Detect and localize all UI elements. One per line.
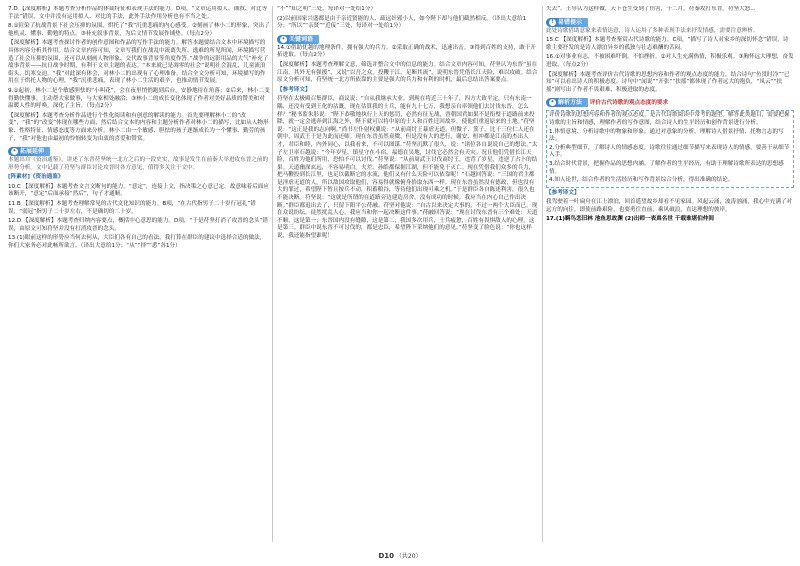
- answer-13-2: (2)以前国家兴盛都是由于亲近贤能的人、疏远奸邪小人，如今陛下却与他们截然相反。（译出大意给1分；“所以”“亲贤”“近侫”三处，每译对一处给1分）: [277, 15, 527, 30]
- answer-item-12: 12.D 【深度解析】本题考查归纳内容要点，概括中心意思的能力。D项，“于是苻坚打消了攻晋的念头”错误，由原文可知苻坚并没有打消攻晋的念头。: [8, 218, 269, 232]
- answer-item-14: 14.①借助优越的地理条件，拥有强大的兵力。②采取正确的战术，迅速出击。③得到百姓的支持，敢于开拓进取。（每点2分）: [277, 44, 536, 59]
- analysis-8: 【深度解析】本题考查探讨作者的创作意图和作品的写作手法的能力。解答本题要结合文本中环境描写的具体内容分析其作用。结合文章内容可知，文章写我们在战乱中流离失所、逃难的所见所闻，环境描写营造了社会压抑的氛围，还可以从刻画人物形象、交代故事背景等角度作答。”战争的远影用品的大气”补充了故事背景——抗日战争时期，有利于文章主题的表达。“本来就已是凋零的社会”说明社会混乱，儿童流浪街头，饥寒交迫，“我”对此深有体会，对林小二的出现有了心理准备。结合全文分析可知，环境描写的作用在于烘托人物的心理，“我”沉重悲痛，表现了林小二生活的艰辛，也推动情节发展。: [8, 40, 269, 85]
- error-tip: 此处诗歌借助意象来表情达意，诗人运用了多种表现手法来抒发情感，需要注意辨析。: [546, 27, 759, 34]
- answer-item-8: 8.①渲染了抗战背景下社会压抑的氛围，烘托了“我”沉重悲痛的内心感受。②刻画了林小二的形象，突出了他机灵、懂事、勤勉的特点。③补充叙事背景，为后文情节发展作铺垫。（每点2分）: [8, 23, 270, 37]
- method-step: 2.分析典型细节，了解诗人的情感态度。诗歌往往通过细节描写来表现诗人的情感，要善于从细节入手。: [549, 144, 790, 159]
- analysis-9: 【深度解析】本题考查分析作品进行个性化阅读和有创意的解读的能力。首先要理解林小二的“改变”，“我”的“改变”体现在哪些方面，然后结合文本的内容和主题分析作者对林小二的描写，比如从人物形象、性格特征、情感态度等方面来分析。林小二由一个敏感、胆怯的孩子逐渐成长为一个懂事、勤劳的孩子，“我”对他也由最初的怜悯转变为由衷的喜爱和赞赏。: [8, 112, 269, 142]
- method-banner: ✦ 解析方法: [546, 98, 588, 107]
- answer-item-17: 17.(1)羁鸟恋旧林 池鱼思故渊 (2)出师一表真名世 千载谁堪伯仲间: [546, 216, 715, 223]
- translation-cont: 失去”。王导认为这样做，天下苍生受到了伤害，十二月，苻秦攻打东晋。苻坚大怒...: [546, 6, 756, 12]
- answer-item-10: 10.C 【深度解析】本题考查文言文断句的能力。“意定”，连接上文，指决策之心意已定，故意味着后面应该断开，“意定”后面承接“然后”，句子才通顺。: [8, 183, 269, 198]
- key-icon: ✦: [281, 35, 286, 42]
- method-box: [546, 96, 794, 187]
- poem-translation: 我驾驶着一叶扁舟在江上漂泊，回首遥望故乡却看不见家园。风起云涌，波涛汹涌，我心中充满了对远方的向往。即使前路艰险，也要勇往直前，乘风破浪，直达理想的彼岸。: [546, 199, 793, 213]
- reference-translation-title: 【参考译文】: [277, 86, 311, 93]
- method-content: [546, 110, 794, 187]
- answer-item-9: 9.①起初，林小二是个敏感胆怯的“小叫花”，会在夜里悄悄跑到后台，安静地待在角落；②后来，林小二变得勤快懂事，主动帮大家做事，与大家相处融洽；③林小二的成长变化体现了作者对美好品质的赞美和对温暖人性的呼唤，深化了主旨。（每点2分）: [8, 87, 270, 110]
- bulb-icon: ✦: [12, 148, 17, 155]
- method-step: 3.结合时代背景，把握作品的思想内涵。了解作者的生平经历，有助于理解诗歌所表达的思想感情。: [549, 160, 784, 175]
- method-step: 4.知人论世，结合作者的生活经历和写作背景综合分析，得出准确的结论。: [549, 177, 734, 184]
- answer-item-15: 15.C 【深度解析】本题考查鉴赏古代诗歌的能力。C项，“描写了诗人对家乡的深切怀念”错误，诗歌主要抒发的是诗人漂泊异乡的孤独与壮志难酬的苦闷。: [546, 37, 789, 51]
- column-divider: [542, 6, 543, 542]
- page-number: D10: [378, 552, 394, 560]
- material-title: [阵素材]《资治通鉴》: [8, 174, 64, 181]
- column-right: [546, 6, 794, 546]
- column-divider: [272, 6, 273, 542]
- answer-13-cont: “不”“知之明”三处，每译对一处给1分）: [277, 6, 377, 12]
- analysis-14: 【深度解析】本题考查理解文意，筛选并整合文中的信息的能力。结合文章内容可知，苻坚认为东晋“虽在江南，其外无有强援”，又说“以吾之众，投鞭于江，足断其流”，说明东晋凭借长江天险，难以攻破。结合原文分析可知，苻坚统一北方所依靠的主要是强大的兵力和有利的时机，最后总结出答案要点。: [277, 61, 538, 84]
- column-left: [8, 6, 270, 546]
- extension-banner: ✦ 拓展延伸: [8, 147, 50, 156]
- answer-item-7: 7.D 【深度解析】本题考查分析作品的体裁特征和表现手法的能力。D项，“文章运用拟人、铺叙、对比等手法”错误，文中并没有运用拟人、对比的手法，此外手法作用分析也有不当之处。: [8, 6, 268, 20]
- reference-translation: 苻坚在太极殿召集群臣，商议说：“自从我继承大业，到现在将近三十年了，四方大致平定，只有东南一隅，还没有受到王化的沾溉。现在估算我的士兵，能有九十七万，我想亲自率领他们去讨伐东晋，怎么样？”秘书监朱肜说：“陛下恭敬地执行上天的惩罚，必然有征无战，晋朝国君如果不是衔璧于道路前来投降，就一定会逃奔到江海之外，陛下就可以将中原的士人和百姓迁回故乡，使他们重返原来的土地。”苻坚说：“这正是我的志向啊。”尚书左仆射权翼说：“从前商纣王暴虐无道，但微子、箕子、比干三位仁人还在朝中，周武王于是为此而还师。现在东晋虽然衰微，但是没有大的恶行，谢安、桓冲都是江南的杰出人才，君臣和睦，内外同心，以我看来，不可以图谋。”苻坚沉默了很久，说：“诸位各自说说自己的想法。”太子左卫率石越说：“今年岁星、镇星守在斗宿，福德在吴地，讨伐它必然会有天灾。况且他们凭借长江天险，百姓为他们所用，恐怕不可以讨伐。”苻坚说：“从前周武王讨伐商纣王，违背了岁星，违逆了占卜的结果。天道幽深玄远，不容易明白。夫差、孙皓都保据江湖，但不能免于灭亡。现在凭借我们众多的兵力，把马鞭投到长江里，也足以截断它的水流，他们又有什么天险可以依靠呢！”石越回答说：“三国的君主都是淫虐无道的人，所以敌国攻取他们，容易得就像俯身拾取东西一样。现在东晋虽然没有德政，但也没有大的罪过，希望陛下暂且按兵不动，积蓄粮谷，等待他们出现可乘之机。”于是群臣各自陈述利害，很久也不能决断。苻坚说：“这就是所谓的在道路旁边建造房舍，没有成功的时候。我应当在内心自己作出决断。”群臣都退出去了，只留下阳平公苻融。苻坚对他说：“自古以来决定大事的，不过一两个大臣而已。现在众说纷纭，徒然扰乱人心，我应当和你一起决断这件事。”苻融回答说：“现在讨伐东晋有三个难处：天道不顺，这是第一；东晋国内没有缝隙，这是第二；我国多次用兵，士兵疲惫，百姓有畏惧敌人的心理，这是第三。群臣中说东晋不可讨伐的，都是忠臣，希望陛下采纳他们的意见。”苻坚变了脸色说：“你也这样说，我还能指望谁呢！: [277, 96, 538, 240]
- extension-text: 本题出自《资治通鉴》，讲述了东晋苻坚统一北方之后的一段史实，故事是发生在前秦大举进攻东晋之前的形势分析。文中记载了苻坚与群臣讨论攻晋时各方意见，值得多关注于文中。: [8, 157, 269, 171]
- method-title: 评价古代诗歌的观点态度的要求: [589, 100, 669, 107]
- page-sub: （共20）: [395, 553, 422, 560]
- page-footer: [0, 551, 800, 560]
- error-tip-banner: ! 易错提示: [546, 18, 588, 27]
- analysis-16: 【深度解析】本题考查评价古代诗歌的思想内容和作者的观点态度的能力。结合诗句“鱼贯时冷”“已知”可以看出诗人的积极态度，诗句中“闻说”“开张”“扶摇”都体现了作者远大的抱负，“凤云”“扶摇”则写出了作者不畏艰难、积极进取的态度。: [546, 71, 790, 93]
- answer-item-16: 16.①对事业有志，不被困难吓倒，不怕挫折。②对人生充满热情，积极乐观。③胸怀远大理想，奋发进取。（每点2分）: [546, 54, 794, 68]
- column-middle: [277, 6, 539, 546]
- method-step: 1.体悟意境、分析诗歌中的物象和形象。通过对意象的分析，理解诗人借景抒情、托物言志的写法。: [549, 128, 784, 143]
- keywords-banner: ✦ 关键词语: [277, 35, 319, 44]
- answer-item-13: 13.(1)眼前这样的形势应当何去何从，大臣们各有自己的看法，我打算在群臣的建议中选择合适的做法，你们大家务必对此畅所欲言。（译出大意给1分；“从”“择”“悉”各1分）: [8, 235, 266, 250]
- answer-item-11: 11.B 【深度解析】本题考查理解常见的古代文化知识的能力。B项，“在古代指男子二十岁行冠礼”错误，“弱冠”指男子二十岁左右，不是确切的二十岁。: [8, 201, 256, 215]
- reference-translation-title: 【参考译文】: [546, 189, 580, 196]
- warning-icon: !: [549, 19, 556, 26]
- book-icon: ✦: [550, 99, 555, 106]
- method-text: 评价诗歌的思想内容和作者的观点态度，是古代诗歌阅读中常考的题型。解答此类题目，需要把握诗歌的主旨和情感，理解作者的写作意图，结合诗人的生平经历和创作背景进行分析。: [549, 112, 790, 126]
